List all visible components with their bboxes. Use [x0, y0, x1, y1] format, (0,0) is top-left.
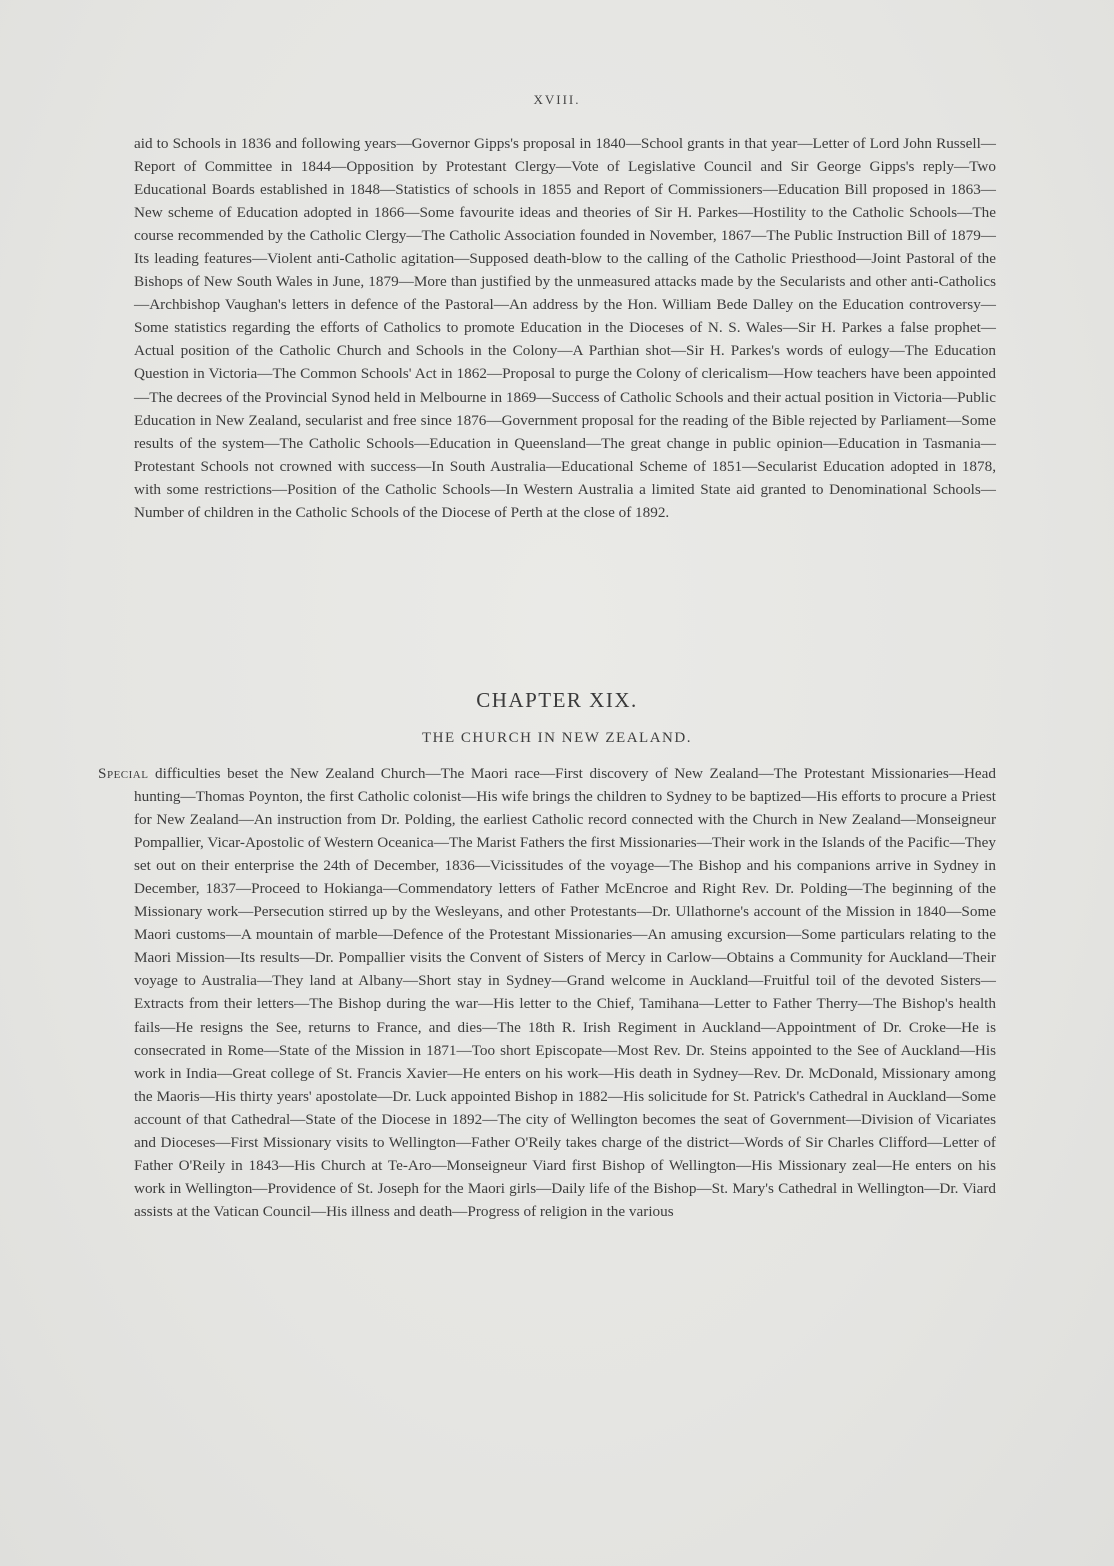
chapter-summary-text: difficulties beset the New Zealand Church—The Maori race—First discovery of New Zealand—The Protestant Missionaries—Head hunting—Thomas Poynton, the first Catholic colonist—His wife brings the children to Sydney to be baptized—His efforts to procure a Priest for New Zealand—An instruction from Dr. Polding, the earliest Catholic record connected with the Church in New Zealand—Monseigneur Pompallier, Vicar-Apostolic of Western Oceanica—The Marist Fathers the first Missionaries—Their work in the Islands of the Pacific—They set out on their enterprise the 24th of December, 1836—Vicissitudes of the voyage—The Bishop and his companions arrive in Sydney in December, 1837—Proceed to Hokianga—Commendatory letters of Father McEncroe and Right Rev. Dr. Polding—The beginning of the Missionary work—Persecution stirred up by the Wesleyans, and other Protestants—Dr. Ullathorne's account of the Mission in 1840—Some Maori customs—A mountain of marble—Defence of the Protestant Missionaries—An amusing excursion—Some particulars relating to the Maori Mission—Its results—Dr. Pompallier visits the Convent of Sisters of Mercy in Carlow—Obtains a Community for Auckland—Their voyage to Australia—They land at Albany—Short stay in Sydney—Grand welcome in Auckland—Fruitful toil of the devoted Sisters—Extracts from their letters—The Bishop during the war—His letter to the Chief, Tamihana—Letter to Father Therry—The Bishop's health fails—He resigns the See, returns to France, and dies—The 18th R. Irish Regiment in Auckland—Appointment of Dr. Croke—He is consecrated in Rome—State of the Mission in 1871—Too short Episcopate—Most Rev. Dr. Steins appointed to the See of Auckland—His work in India—Great college of St. Francis Xavier—He enters on his work—His death in Sydney—Rev. Dr. McDonald, Missionary among the Maoris—His thirty years' apostolate—Dr. Luck appointed Bishop in 1882—His solicitude for St. Patrick's Cathedral in Auckland—Some account of that Cathedral—State of the Diocese in 1892—The city of Wellington becomes the seat of Government—Division of Vicariates and Dioceses—First Missionary visits to Wellington—Father O'Reily takes charge of the district—Words of Sir Charles Clifford—Letter of Father O'Reily in 1843—His Church at Te-Aro—Monseigneur Viard first Bishop of Wellington—His Missionary zeal—He enters on his work in Wellington—Providence of St. Joseph for the Maori girls—Daily life of the Bishop—St. Mary's Cathedral in Wellington—Dr. Viard assists at the Vatican Council—His illness and death—Progress of religion in the various: [134, 765, 996, 1220]
page-folio: XVIII.: [533, 92, 581, 107]
chapter-heading: CHAPTER XIX.: [476, 688, 638, 712]
chapter-lead-word: Special: [98, 765, 149, 782]
chapter-subtitle: THE CHURCH IN NEW ZEALAND.: [422, 730, 692, 746]
chapter-summary-paragraph: [98, 762, 996, 1223]
contents-continuation-paragraph: aid to Schools in 1836 and following years—Governor Gipps's proposal in 1840—School grants in that year—Letter of Lord John Russell—Report of Committee in 1844—Opposition by Protestant Clergy—Vote of Legislative Council and Sir George Gipps's reply—Two Educational Boards established in 1848—Statistics of schools in 1855 and Report of Commissioners—Education Bill proposed in 1863—New scheme of Education adopted in 1866—Some favourite ideas and theories of Sir H. Parkes—Hostility to the Catholic Schools—The course recommended by the Catholic Clergy—The Catholic Association founded in November, 1867—The Public Instruction Bill of 1879—Its leading features—Violent anti-Catholic agitation—Supposed death-blow to the calling of the Catholic Priesthood—Joint Pastoral of the Bishops of New South Wales in June, 1879—More than justified by the unmeasured attacks made by the Secularists and other anti-Catholics—Archbishop Vaughan's letters in defence of the Pastoral—An address by the Hon. William Bede Dalley on the Education controversy—Some statistics regarding the efforts of Catholics to promote Education in the Dioceses of N. S. Wales—Sir H. Parkes a false prophet—Actual position of the Catholic Church and Schools in the Colony—A Parthian shot—Sir H. Parkes's words of eulogy—The Education Question in Victoria—The Common Schools' Act in 1862—Proposal to purge the Colony of clericalism—How teachers have been appointed—The decrees of the Provincial Synod held in Melbourne in 1869—Success of Catholic Schools and their actual position in Victoria—Public Education in New Zealand, secularist and free since 1876—Government proposal for the reading of the Bible rejected by Parliament—Some results of the system—The Catholic Schools—Education in Queensland—The great change in public opinion—Education in Tasmania—Protestant Schools not crowned with success—In South Australia—Educational Scheme of 1851—Secularist Education adopted in 1878, with some restrictions—Position of the Catholic Schools—In Western Australia a limited State aid granted to Denominational Schools—Number of children in the Catholic Schools of the Diocese of Perth at the close of 1892.: [134, 135, 996, 521]
